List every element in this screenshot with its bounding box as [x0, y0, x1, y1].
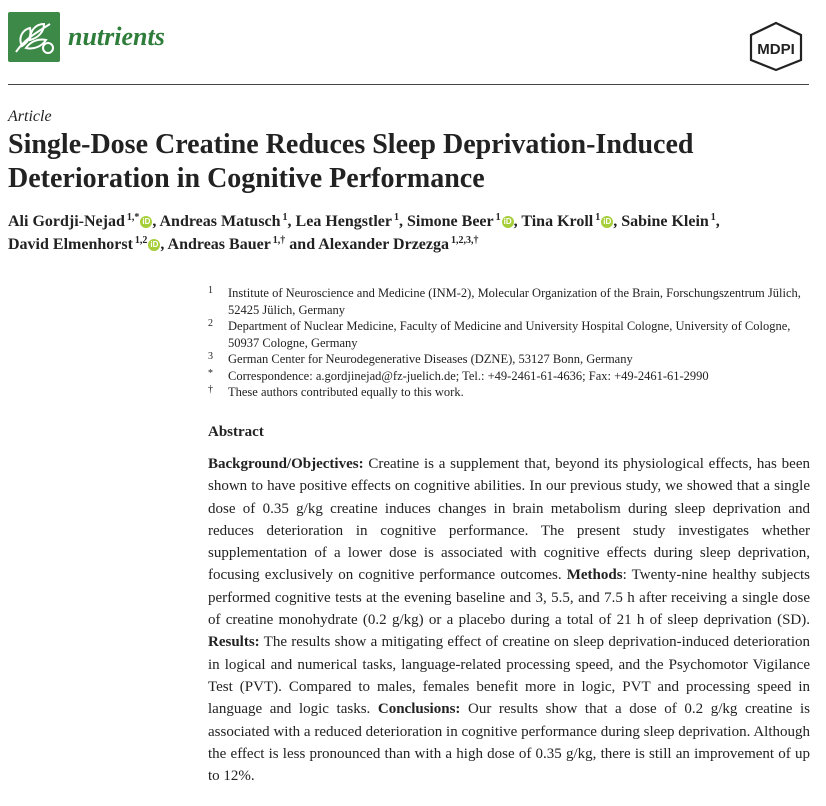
journal-logo	[8, 12, 60, 62]
orcid-icon[interactable]: iD	[142, 217, 151, 227]
publisher-name: MDPI	[757, 41, 795, 58]
author[interactable]	[621, 213, 716, 230]
affiliation-text: German Center for Neurodegenerative Diseases (DZNE), 53127 Bonn, Germany	[228, 352, 633, 366]
author-affiliation-marker: 1,†	[272, 234, 286, 246]
leaf-logo-icon	[8, 12, 60, 62]
orcid-icon[interactable]: iD	[603, 217, 612, 227]
author-affiliation-marker: 1,2	[134, 234, 148, 246]
affiliation-item	[208, 318, 808, 351]
author-affiliation-marker: 1,2,3,†	[451, 234, 479, 246]
author-name: Tina Kroll	[521, 213, 594, 230]
author-conjunction: and	[289, 236, 316, 253]
affiliation-item	[208, 351, 808, 368]
abstract-section-text: Creatine is a supplement that, beyond its physiological effects, has been shown to have positive effects on cognitive abilities. In our previous study, we showed that a single dose of 0.35 g/kg creatine induces changes in brain metabolism during sleep deprivation and reduces deterioration in cognitive performance. The present study investigates whether supplementation of a lower dose is associated with cognitive effects during sleep deprivation, focusing exclusively on cognitive performance outcomes.	[208, 456, 810, 584]
publisher-logo	[744, 20, 808, 72]
affiliation-text: Institute of Neuroscience and Medicine (INM-2), Molecular Organization of the Brain, Forschungszentrum Jülich, 52425 Jülich, Germany	[228, 286, 801, 317]
author-name: David Elmenhorst	[8, 236, 133, 253]
affiliation-text: Department of Nuclear Medicine, Faculty of Medicine and University Hospital Cologne, University of Cologne, 50937 Cologne, Germany	[228, 319, 791, 350]
author-affiliation-marker: 1	[710, 211, 716, 223]
abstract-text	[208, 453, 810, 787]
author[interactable]	[160, 213, 288, 230]
author-name: Lea Hengstler	[295, 213, 392, 230]
author-name: Ali Gordji-Nejad	[8, 213, 125, 230]
mdpi-logo-icon	[744, 20, 808, 72]
author[interactable]	[8, 213, 152, 230]
author-name: Sabine Klein	[621, 213, 709, 230]
article-title: Single-Dose Creatine Reduces Sleep Deprivation-Induced Deterioration in Cognitive Performance	[8, 129, 694, 194]
affiliation-text[interactable]: Correspondence: a.gordjinejad@fz-juelich.de; Tel.: +49-2461-61-4636; Fax: +49-2461-61-2990	[228, 368, 709, 383]
author-affiliation-marker: 1	[393, 211, 399, 223]
author-affiliation-marker: 1	[495, 211, 501, 223]
affiliation-marker: †	[208, 384, 213, 395]
author-name: Simone Beer	[406, 213, 494, 230]
author[interactable]	[8, 236, 160, 253]
header-divider	[8, 84, 809, 85]
abstract-section-text: Our results show that a dose of 0.2 g/kg creatine is associated with a reduced deterioration in cognitive performance during sleep deprivation. Although the effect is less pronounced than with a high dose of 0.35 g/kg, there is still an improvement of up to 12%.	[208, 701, 810, 785]
author-affiliation-marker: 1,*	[126, 211, 140, 223]
author-affiliation-marker: 1	[595, 211, 601, 223]
affiliation-item	[208, 368, 808, 385]
affiliation-marker: 3	[208, 351, 213, 362]
orcid-icon[interactable]: iD	[150, 240, 159, 250]
abstract-section-text: The results show a mitigating effect of creatine on sleep deprivation-induced deterioration in logical and numerical tasks, language-related processing speed, and the Psychomotor Vigilance Test (PVT). Compared to males, females benefit more in logic, PVT and processing speed in language and logic tasks.	[208, 634, 810, 718]
author[interactable]	[168, 236, 286, 253]
author-name: Andreas Bauer	[167, 236, 271, 253]
author-name: Alexander Drzezga	[318, 236, 449, 253]
author[interactable]	[296, 213, 399, 230]
abstract-section-label: Conclusions:	[377, 701, 461, 718]
affiliation-marker: 2	[208, 318, 213, 329]
abstract-heading: Abstract	[208, 424, 264, 440]
affiliation-list	[208, 285, 808, 401]
orcid-icon[interactable]: iD	[503, 217, 512, 227]
abstract-section-label: Methods	[566, 567, 623, 584]
article-type: Article	[8, 108, 52, 125]
author-affiliation-marker: 1	[282, 211, 288, 223]
affiliation-item	[208, 384, 808, 401]
abstract-section-label: Results:	[208, 634, 260, 651]
affiliation-item	[208, 285, 808, 318]
author-name: Andreas Matusch	[159, 213, 281, 230]
journal-name: nutrients	[68, 22, 165, 51]
abstract-section-label: Background/Objectives:	[208, 456, 364, 472]
affiliation-marker: 1	[208, 285, 213, 296]
journal-header	[8, 8, 808, 84]
affiliation-marker: *	[208, 367, 213, 379]
author[interactable]	[407, 213, 514, 230]
author[interactable]	[318, 236, 478, 253]
author[interactable]	[521, 213, 613, 230]
author-list: Ali Gordji-Nejad $^{1,*}$ iD , Andreas Matusch $^1$, Lea Hengstler $^1$, Simone Beer $^1$ iD , Tina Kroll $^1$ iD , Sabine Klein $^1$, David Elmenhorst $^{1,2}$ iD , Andreas Bauer $^{1,\dagger}$ and Alexander Drzezga $^{1,2,3,\dagger}$	[8, 211, 720, 253]
affiliation-text: These authors contributed equally to this work.	[228, 385, 464, 399]
abstract-section-text: : Twenty-nine healthy subjects performed cognitive tests at the evening baseline and 3, 5.5, and 7.5 h after receiving a single dose of creatine monohydrate (0.2 g/kg) or a placebo during a total of 21 h of sleep deprivation (SD).	[208, 567, 811, 629]
